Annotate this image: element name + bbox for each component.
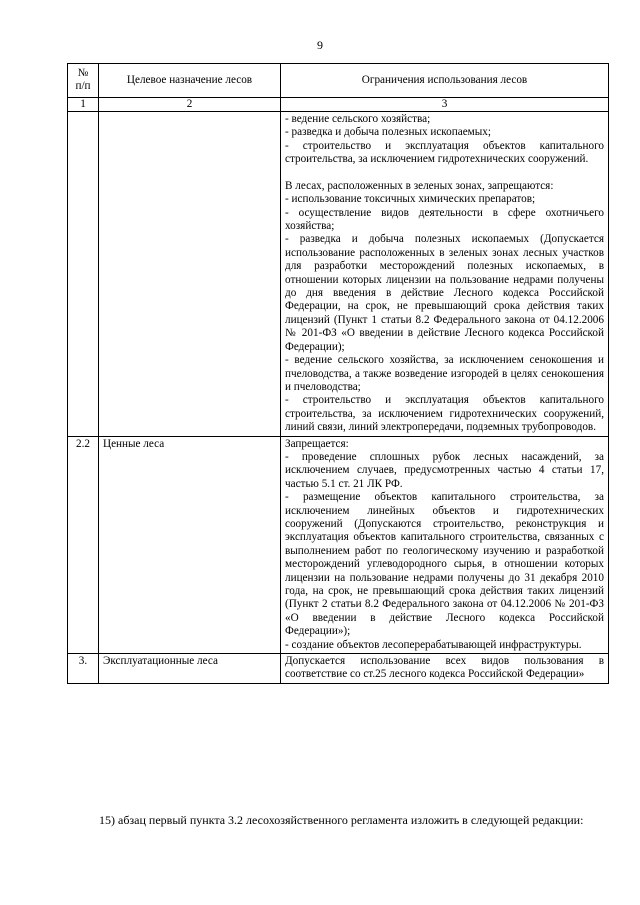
row-num-cell [68, 111, 99, 436]
restriction-line: - ведение сельского хозяйства; [285, 112, 431, 125]
restriction-line: - ведение сельского хозяйства, за исключением сенокошения и пчеловодства, а также возведение изгородей в целях сенокошения и пчеловодства; [285, 354, 604, 393]
restriction-line: - строительство и эксплуатация объектов капитального строительства, за исключением гидротехнических сооружений. [285, 139, 604, 166]
following-paragraph: 15) абзац первый пункта 3.2 лесохозяйственного регламента изложить в следующей редакции: [99, 813, 584, 827]
column-number-2: 2 [99, 97, 281, 111]
header-restrictions: Ограничения использования лесов [281, 64, 609, 98]
row-restrictions-cell [281, 436, 609, 654]
row-purpose-cell: Ценные леса [99, 436, 281, 654]
restriction-line: - разведка и добыча полезных ископаемых (Допускается использование расположенных в зеленых зонах лесных участков для разработки месторождений полезных ископаемых, в отношении которых лицензии на пользование недрами получены до дня введения в действие Лесного кодекса Российской Федерации, на срок, не превышающий срока действия таких лицензий (Пункт 1 статьи 8.2 Федерального закона от 04.12.2006 № 201-ФЗ «О введении в действие Лесного кодекса Российской Федерации); [285, 233, 604, 353]
restriction-line: - строительство и эксплуатация объектов капитального строительства, за исключением гидротехнических сооружений, линий связи, линий электропередачи, подземных трубопроводов. [285, 394, 604, 434]
page-number: 9 [317, 38, 323, 52]
restriction-line: - осуществление видов деятельности в сфере охотничьего хозяйства; [285, 206, 604, 233]
header-num: № п/п [68, 64, 99, 98]
forest-restrictions-table [67, 63, 609, 684]
header-purpose: Целевое назначение лесов [99, 64, 281, 98]
column-number-1: 1 [68, 97, 99, 111]
table-row-2-2 [68, 436, 609, 654]
restriction-line: Запрещается: [285, 437, 349, 450]
row-restrictions-cell [281, 654, 609, 684]
table-row-3 [68, 654, 609, 684]
restriction-line: - размещение объектов капитального строительства, за исключением линейных объектов и гидротехнических сооружений (Допускаются строительство, реконструкция и эксплуатация объектов капитального строительства, связанных с выполнением работ по геологическому изучению и разработкой месторождений углеводородного сырья, в отношении которых лицензии на пользование недрами получены до 31 декабря 2010 года, на срок, не превышающий срока действия таких лицензий (Пункт 2 статьи 8.2 Федерального закона от 04.12.2006 № 201-ФЗ «О введении в действие Лесного кодекса Российской Федерации»); [285, 491, 604, 638]
restriction-line: В лесах, расположенных в зеленых зонах, запрещаются: [285, 179, 554, 192]
restriction-line: - разведка и добыча полезных ископаемых; [285, 126, 491, 139]
row-num-cell: 3. [68, 654, 99, 684]
restriction-line: - использование токсичных химических препаратов; [285, 193, 536, 206]
row-purpose-cell: Эксплуатационные леса [99, 654, 281, 684]
restriction-line: - создание объектов лесоперерабатывающей инфраструктуры. [285, 638, 582, 651]
row-restrictions-cell [281, 111, 609, 436]
column-number-3: 3 [281, 97, 609, 111]
row-purpose-cell [99, 111, 281, 436]
restriction-line: - проведение сплошных рубок лесных насаждений, за исключением случаев, предусмотренных частью 4 статьи 17, частью 5.1 ст. 21 ЛК РФ. [285, 450, 604, 490]
table-row-continuation [68, 111, 609, 436]
paragraph-gap [285, 166, 604, 179]
row-num-cell: 2.2 [68, 436, 99, 654]
restriction-line: Допускается использование всех видов пользования в соответствие со ст.25 лесного кодекса Российской Федерации» [285, 655, 604, 681]
